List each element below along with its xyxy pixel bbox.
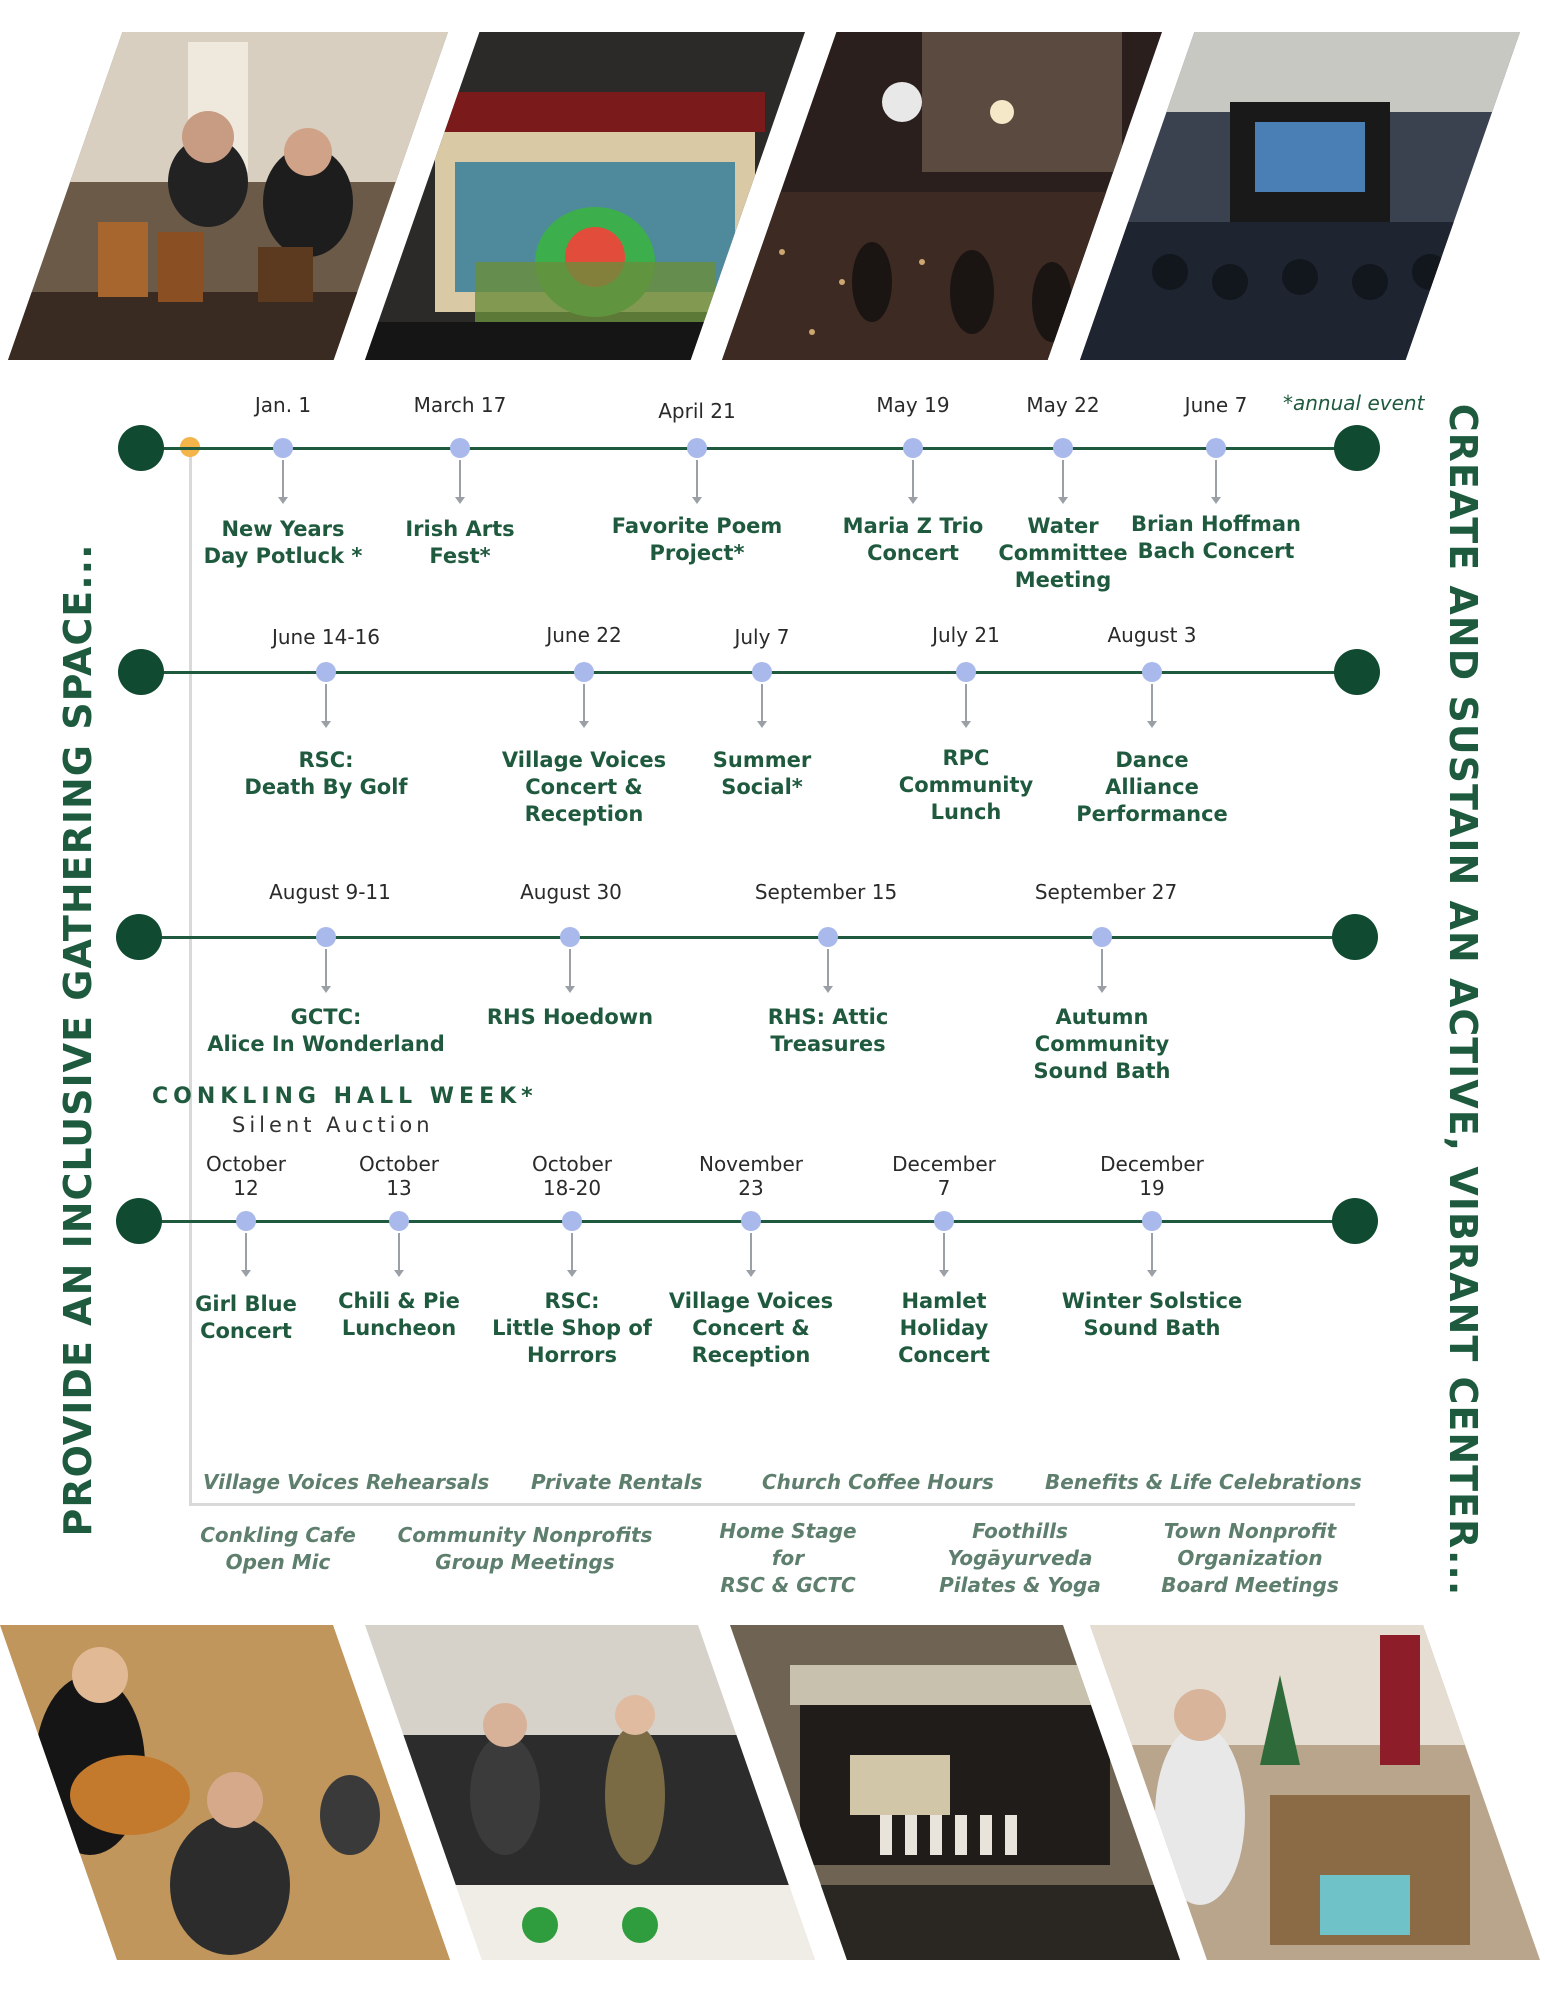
event-node <box>560 927 580 947</box>
photo-irish-arts-stage <box>365 32 805 360</box>
event-date: June 22 <box>546 623 622 647</box>
ongoing-guide-horizontal <box>189 1503 1355 1506</box>
event-label: Irish Arts Fest* <box>405 517 515 568</box>
event-date: December 19 <box>1100 1152 1204 1200</box>
event-stem <box>245 1233 247 1273</box>
event-date: Jan. 1 <box>254 393 312 417</box>
event-stem <box>1215 460 1217 500</box>
event-label: RHS: Attic Treasures <box>767 1005 889 1056</box>
event-arrow <box>278 497 288 504</box>
event-node <box>903 438 923 458</box>
event-arrow <box>908 497 918 504</box>
event-date: September 27 <box>1034 880 1178 904</box>
event-node <box>236 1211 256 1231</box>
event-stem <box>1151 1233 1153 1273</box>
ongoing-activity: Home Stage for RSC & GCTC <box>719 1519 857 1597</box>
event-arrow <box>567 1270 577 1277</box>
photo-guitar-duo <box>0 1625 450 1960</box>
event-node <box>574 662 594 682</box>
event-node <box>934 1211 954 1231</box>
event-arrow <box>757 721 767 728</box>
event-date: August 30 <box>520 880 622 904</box>
event-label: Chili & Pie Luncheon <box>338 1289 460 1340</box>
event-arrow <box>1058 497 1068 504</box>
timeline-row-2-start <box>118 649 164 695</box>
ongoing-activity: Foothills Yogāyurveda Pilates & Yoga <box>939 1519 1101 1597</box>
event-label: Girl Blue Concert <box>195 1292 297 1343</box>
conkling-week-subtitle: Silent Auction <box>232 1113 434 1137</box>
event-node <box>818 927 838 947</box>
timeline-row-3-start <box>116 914 162 960</box>
event-node <box>316 662 336 682</box>
event-stem <box>965 684 967 724</box>
event-label: RSC: Death By Golf <box>244 748 408 799</box>
event-date: October 12 <box>205 1152 287 1200</box>
timeline-row-2-end <box>1334 649 1380 695</box>
event-arrow <box>321 721 331 728</box>
timeline-row-4-end <box>1332 1198 1378 1244</box>
event-arrow <box>1097 986 1107 993</box>
event-node <box>1142 662 1162 682</box>
event-arrow <box>939 1270 949 1277</box>
event-date: May 22 <box>1026 393 1100 417</box>
event-stem <box>696 460 698 500</box>
event-node <box>273 438 293 458</box>
event-date: June 14-16 <box>271 625 381 649</box>
event-stem <box>912 460 914 500</box>
event-arrow <box>1147 1270 1157 1277</box>
event-stem <box>398 1233 400 1273</box>
event-date: August 3 <box>1107 623 1197 647</box>
event-label: Dance Alliance Performance <box>1076 748 1228 826</box>
event-arrow <box>565 986 575 993</box>
event-stem <box>1062 460 1064 500</box>
event-node <box>562 1211 582 1231</box>
event-stem <box>750 1233 752 1273</box>
event-date: July 7 <box>734 625 790 649</box>
event-label: Summer Social* <box>712 748 812 799</box>
event-arrow <box>692 497 702 504</box>
ongoing-guide-vertical <box>189 448 192 1506</box>
event-label: Autumn Community Sound Bath <box>1033 1005 1171 1083</box>
photo-folk-duo <box>365 1625 815 1960</box>
event-node <box>1092 927 1112 947</box>
event-arrow <box>746 1270 756 1277</box>
timeline-row-3-end <box>1332 914 1378 960</box>
event-date: October 13 <box>358 1152 440 1200</box>
event-label: RSC: Little Shop of Horrors <box>492 1289 652 1367</box>
ongoing-activity: Benefits & Life Celebrations <box>1045 1470 1362 1494</box>
event-stem <box>325 949 327 989</box>
event-node <box>1053 438 1073 458</box>
event-arrow <box>1211 497 1221 504</box>
ongoing-activity: Church Coffee Hours <box>762 1470 994 1494</box>
event-label: New Years Day Potluck * <box>203 517 363 568</box>
event-stem <box>943 1233 945 1273</box>
event-node <box>741 1211 761 1231</box>
event-label: Brian Hoffman Bach Concert <box>1130 512 1301 563</box>
event-date: May 19 <box>876 393 950 417</box>
photo-dance-hall <box>722 32 1162 360</box>
event-label: Village Voices Concert & Reception <box>501 748 667 826</box>
event-node <box>1142 1211 1162 1231</box>
event-node <box>389 1211 409 1231</box>
annual-event-note: *annual event <box>1283 391 1425 415</box>
event-stem <box>1151 684 1153 724</box>
event-label: Winter Solstice Sound Bath <box>1061 1289 1243 1340</box>
event-node <box>687 438 707 458</box>
event-arrow <box>961 721 971 728</box>
event-node <box>1206 438 1226 458</box>
event-label: Village Voices Concert & Reception <box>668 1289 834 1367</box>
event-stem <box>325 684 327 724</box>
ongoing-activity: Conkling Cafe Open Mic <box>200 1523 356 1574</box>
timeline-row-1-line <box>140 447 1358 450</box>
event-node <box>316 927 336 947</box>
event-node <box>752 662 772 682</box>
event-date: July 21 <box>932 623 1000 647</box>
photo-film-screening <box>1080 32 1520 360</box>
event-arrow <box>823 986 833 993</box>
event-stem <box>583 684 585 724</box>
event-stem <box>571 1233 573 1273</box>
event-node <box>956 662 976 682</box>
event-label: Water Committee Meeting <box>998 514 1128 592</box>
event-date: September 15 <box>754 880 898 904</box>
event-date: March 17 <box>413 393 507 417</box>
event-date: April 21 <box>658 399 736 423</box>
event-arrow <box>321 986 331 993</box>
event-stem <box>761 684 763 724</box>
ongoing-activity: Private Rentals <box>531 1470 703 1494</box>
event-label: Maria Z Trio Concert <box>842 514 984 565</box>
ongoing-activity: Town Nonprofit Organization Board Meetings <box>1161 1519 1339 1597</box>
side-mission-left: PROVIDE AN INCLUSIVE GATHERING SPACE... <box>56 543 100 1537</box>
event-arrow <box>579 721 589 728</box>
event-label: RPC Community Lunch <box>898 746 1034 824</box>
event-date: October 18-20 <box>531 1152 613 1200</box>
event-arrow <box>241 1270 251 1277</box>
event-label: GCTC: Alice In Wonderland <box>207 1005 445 1056</box>
event-stem <box>459 460 461 500</box>
event-label: Favorite Poem Project* <box>611 514 783 565</box>
event-label: Hamlet Holiday Concert <box>898 1289 990 1367</box>
timeline-row-1-start <box>118 425 164 471</box>
event-arrow <box>394 1270 404 1277</box>
event-date: June 7 <box>1184 393 1248 417</box>
event-arrow <box>455 497 465 504</box>
photo-drummers <box>8 32 448 360</box>
event-stem <box>569 949 571 989</box>
timeline-row-4-start <box>116 1198 162 1244</box>
event-arrow <box>1147 721 1157 728</box>
event-stem <box>1101 949 1103 989</box>
event-node <box>450 438 470 458</box>
event-date: November 23 <box>698 1152 804 1200</box>
ongoing-activity: Community Nonprofits Group Meetings <box>397 1523 653 1574</box>
event-date: December 7 <box>892 1152 996 1200</box>
event-label: RHS Hoedown <box>486 1005 654 1029</box>
conkling-week-title: CONKLING HALL WEEK* <box>152 1084 538 1109</box>
timeline-row-1-end <box>1334 425 1380 471</box>
event-date: August 9-11 <box>269 880 391 904</box>
event-stem <box>282 460 284 500</box>
ongoing-activity: Village Voices Rehearsals <box>203 1470 490 1494</box>
side-mission-right: CREATE AND SUSTAIN AN ACTIVE, VIBRANT CENTER... <box>1441 403 1485 1597</box>
event-stem <box>827 949 829 989</box>
